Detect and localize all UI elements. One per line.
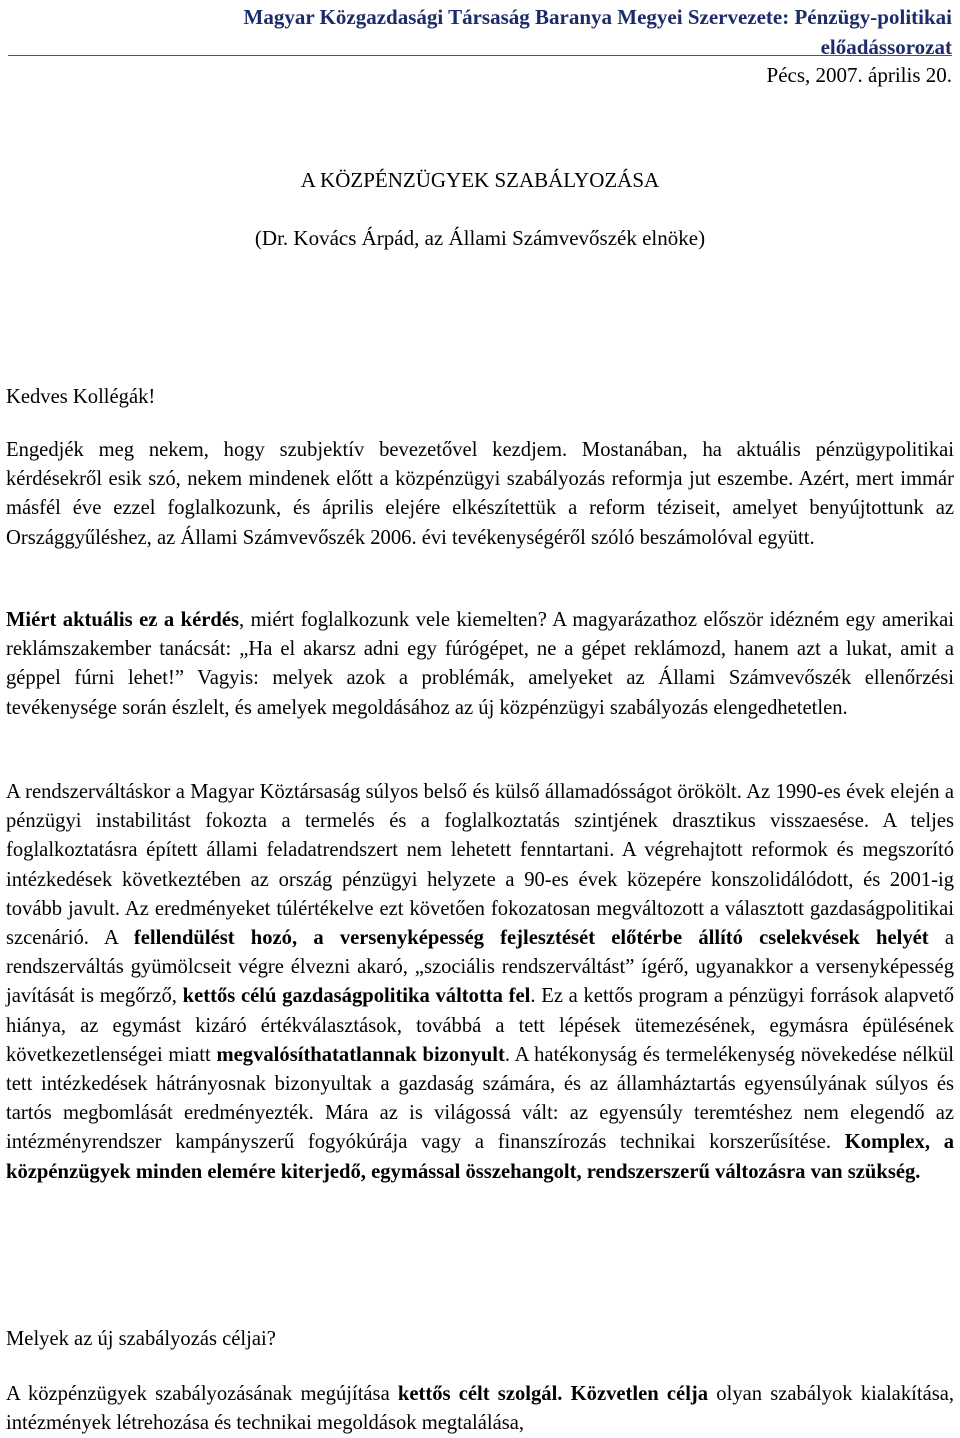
emphasis-growth-actions: fellendülést hozó, a versenyképesség fejlesztését előtérbe állító cselekvések helyét: [133, 927, 929, 950]
paragraph-background-text-1: A rendszerváltáskor a Magyar Köztársaság súlyos belső és külső államadósságot örökölt. Az 1990-es évek elején a pénzügyi instabilitást fokozta a termelés és a foglalkoztatás szintjének drasztikus visszaesése. A teljes foglalkoztatásra épített állami feladatrendszert nem lehetett fenntartani. A végrehajtott reformok és megszorító intézkedések következtében az ország pénzügyi helyzete a 90-es évek közepére konszolidálódott, és 2001-ig tovább javult. Az eredményeket túlértékelve ezt követően fokozatosan megváltozott a választott gazdaságpolitikai szcenárió. A: [6, 781, 954, 950]
paragraph-goals: [6, 1380, 954, 1438]
lecture-author: (Dr. Kovács Árpád, az Állami Számvevőszék elnöke): [254, 226, 706, 250]
paragraph-background: [6, 778, 954, 1187]
paragraph-goals-text-1: A közpénzügyek szabályozásának megújítása: [6, 1383, 398, 1405]
paragraph-background-text-2: a rendszerváltás gyümölcseit végre élvezni akaró, „szociális rendszerváltást” ígérő, ugyanakkor a versenyképesség javítását is megőrző,: [6, 927, 954, 1008]
paragraph-why-topical-text: , miért foglalkozunk vele kiemelten? A magyarázathoz először idézném egy amerikai reklámszakember tanácsát: „Ha el akarsz adni egy fúrógépet, ne a gépet reklámozd, hanem azt a lukat, amit a géppel fúrni lehet!” Vagyis: melyek azok a problémák, amelyeket az Állami Számvevőszék ellenőrzési tevékenysége során észlelt, és amelyek megoldásához az új közpénzügyi szabályozás elengedhetetlen.: [6, 609, 954, 719]
paragraph-intro: Engedjék meg nekem, hogy szubjektív bevezetővel kezdjem. Mostanában, ha aktuális pénzügypolitikai kérdésekről esik szó, nekem mindenek előtt a közpénzügyi szabályozás reformja jut eszembe. Azért, mert immár másfél éve ezzel foglalkozunk, és április elejére elkészítettük a reform téziseit, amelyet benyújtottunk az Országgyűléshez, az Állami Számvevőszék 2006. évi tevékenységéről szóló beszámolóval együtt.: [6, 439, 954, 549]
series-title-line1: Magyar Közgazdasági Társaság Baranya Megyei Szervezete: Pénzügy-politikai: [243, 5, 952, 29]
series-title-line2: előadássorozat: [820, 35, 952, 59]
paragraph-goals-text-2: olyan szabályok kialakítása, intézmények létrehozása és technikai megoldások megtalálása,: [6, 1383, 955, 1435]
lecture-title: A KÖZPÉNZÜGYEK SZABÁLYOZÁSA: [300, 168, 660, 192]
header-rule: [8, 55, 952, 56]
paragraph-background-text-4: . A hatékonyság és termelékenység növekedése nélkül tett intézkedések hátrányosnak bizonyultak a gazdaság számára, és az államháztartás egyensúlyának súlyos és tartós megbomlását eredményezték. Mára az is világossá vált: az egyensúly teremtéshez nem elegendő az intézményrendszer kampányszerű fogyókúrája vagy a finanszírozás technikai korszerűsítése.: [6, 1043, 954, 1154]
emphasis-dual-goal: kettős célt szolgál. Közvetlen célja: [397, 1383, 709, 1405]
paragraph-why-topical: [6, 606, 954, 723]
greeting: Kedves Kollégák!: [6, 386, 156, 408]
emphasis-dual-policy: kettős célú gazdaságpolitika váltotta fel: [182, 985, 531, 1008]
paragraph-background-text-3: . Ez a kettős program a pénzügyi források alapvető hiánya, az egymást kizáró értékválasztások, továbbá a tett lépések ütemezésének, egymásra épülésének következetlenségei miatt: [6, 985, 954, 1066]
emphasis-why-topical: Miért aktuális ez a kérdés: [6, 609, 239, 631]
emphasis-unfeasible: megvalósíthatatlannak bizonyult: [216, 1043, 505, 1066]
place-date: Pécs, 2007. április 20.: [766, 63, 952, 87]
series-header: [8, 2, 952, 62]
emphasis-complex-change: Komplex, a közpénzügyek minden elemére kiterjedő, egymással összehangolt, rendszerszerű változásra van szükség.: [6, 1131, 954, 1183]
question-goals: Melyek az új szabályozás céljai?: [6, 1328, 276, 1350]
